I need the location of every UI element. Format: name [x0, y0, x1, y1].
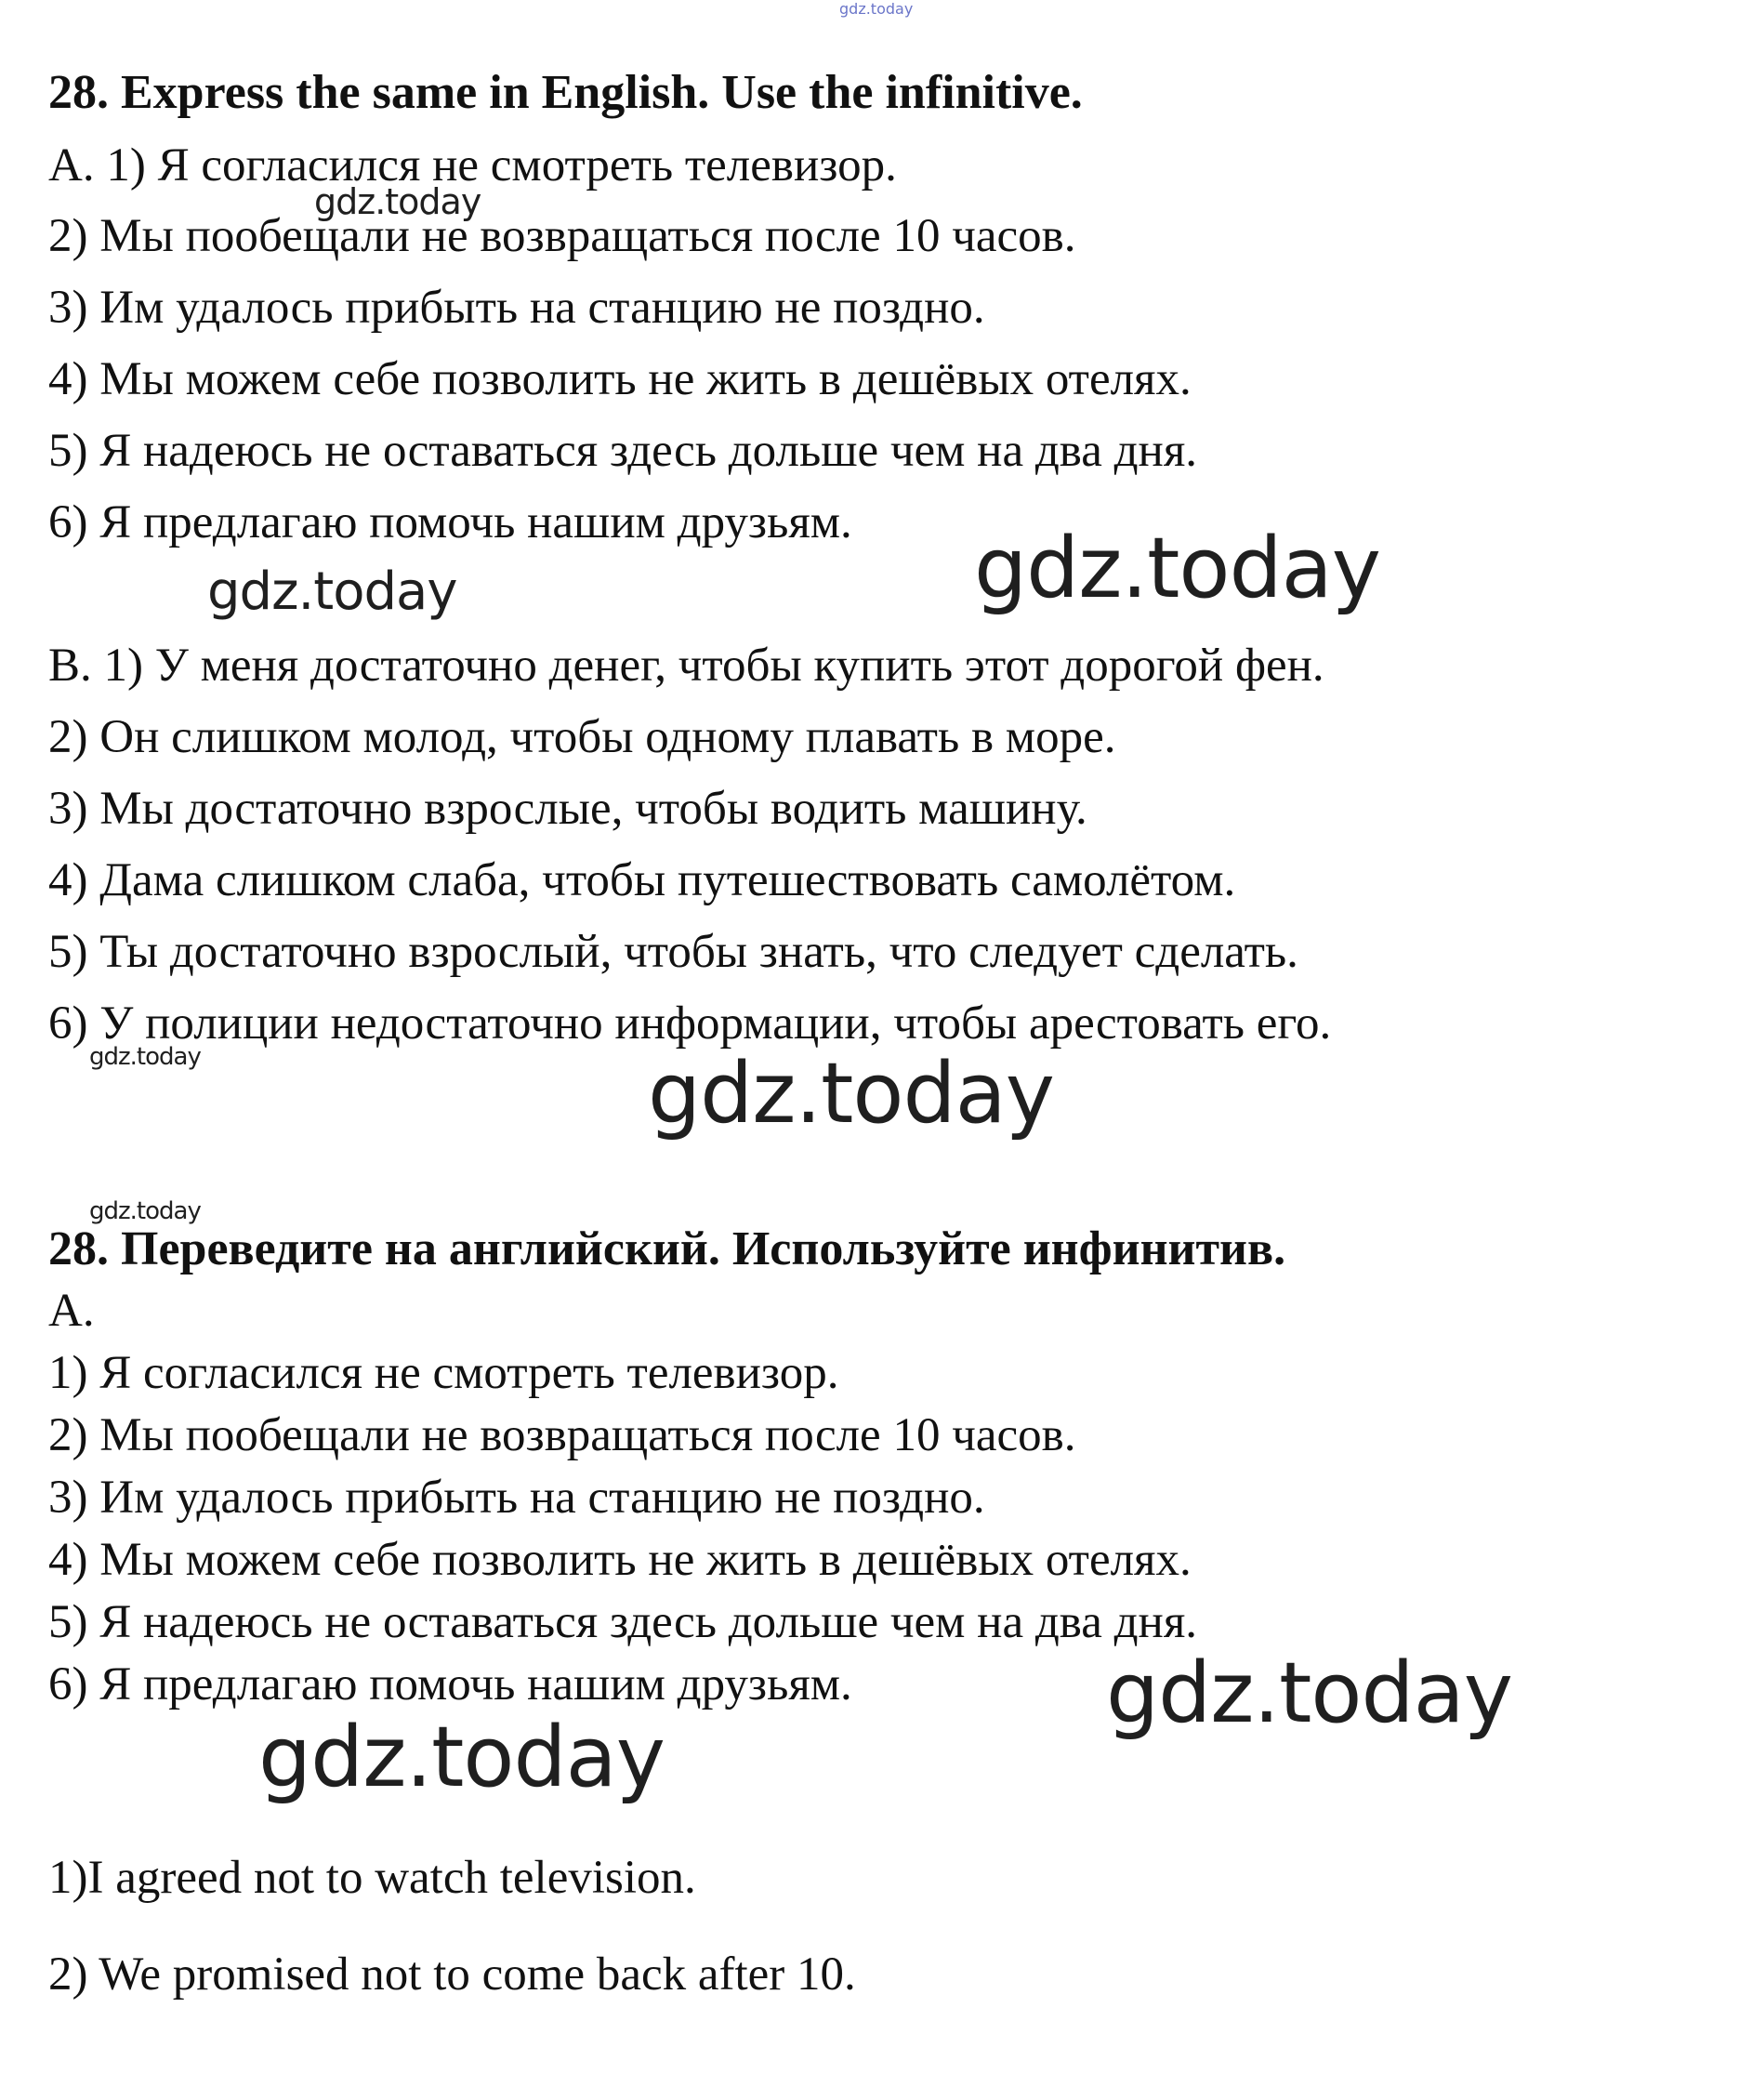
- watermark: gdz.today: [974, 520, 1381, 617]
- exercise-title-en: 28. Express the same in English. Use the infinitive.: [48, 66, 1083, 119]
- part-a-item: 2) Мы пообещали не возвращаться после 10 часов.: [48, 210, 1076, 262]
- part-b-item: 4) Дама слишком слаба, чтобы путешествовать самолётом.: [48, 854, 1236, 906]
- part-b-item: 6) У полиции недостаточно информации, чтобы арестовать его.: [48, 997, 1332, 1050]
- watermark: gdz.today: [1106, 1644, 1513, 1742]
- ru-item: 5) Я надеюсь не оставаться здесь дольше чем на два дня.: [48, 1596, 1198, 1648]
- answer-item: 1)I agreed not to watch television.: [48, 1852, 696, 1904]
- part-a-item: 6) Я предлагаю помочь нашим друзьям.: [48, 496, 852, 548]
- ru-item: 4) Мы можем себе позволить не жить в дешёвых отелях.: [48, 1534, 1192, 1586]
- part-b-item: 5) Ты достаточно взрослый, чтобы знать, что следует сделать.: [48, 926, 1298, 978]
- part-a-item: A. 1) Я согласился не смотреть телевизор.: [48, 139, 897, 192]
- ru-item: 3) Им удалось прибыть на станцию не поздно.: [48, 1472, 985, 1524]
- watermark: gdz.today: [89, 1197, 201, 1225]
- exercise-title-ru: 28. Переведите на английский. Используйте инфинитив.: [48, 1222, 1286, 1275]
- watermark: gdz.today: [89, 1043, 201, 1071]
- answer-item: 2) We promised not to come back after 10.: [48, 1948, 856, 2001]
- part-label: A.: [48, 1285, 95, 1337]
- watermark: gdz.today: [648, 1045, 1055, 1142]
- part-b-item: 2) Он слишком молод, чтобы одному плавать в море.: [48, 711, 1116, 763]
- ru-item: 1) Я согласился не смотреть телевизор.: [48, 1347, 839, 1399]
- watermark-top: gdz.today: [839, 0, 914, 18]
- ru-item: 6) Я предлагаю помочь нашим друзьям.: [48, 1658, 852, 1710]
- watermark: gdz.today: [207, 561, 457, 622]
- part-b-item: B. 1) У меня достаточно денег, чтобы купить этот дорогой фен.: [48, 640, 1324, 692]
- ru-item: 2) Мы пообещали не возвращаться после 10 часов.: [48, 1409, 1076, 1461]
- part-a-item: 4) Мы можем себе позволить не жить в дешёвых отелях.: [48, 353, 1192, 405]
- watermark: gdz.today: [258, 1709, 665, 1806]
- part-b-item: 3) Мы достаточно взрослые, чтобы водить машину.: [48, 783, 1087, 835]
- part-a-item: 5) Я надеюсь не оставаться здесь дольше чем на два дня.: [48, 425, 1198, 477]
- part-a-item: 3) Им удалось прибыть на станцию не поздно.: [48, 282, 985, 334]
- watermark: gdz.today: [314, 181, 481, 222]
